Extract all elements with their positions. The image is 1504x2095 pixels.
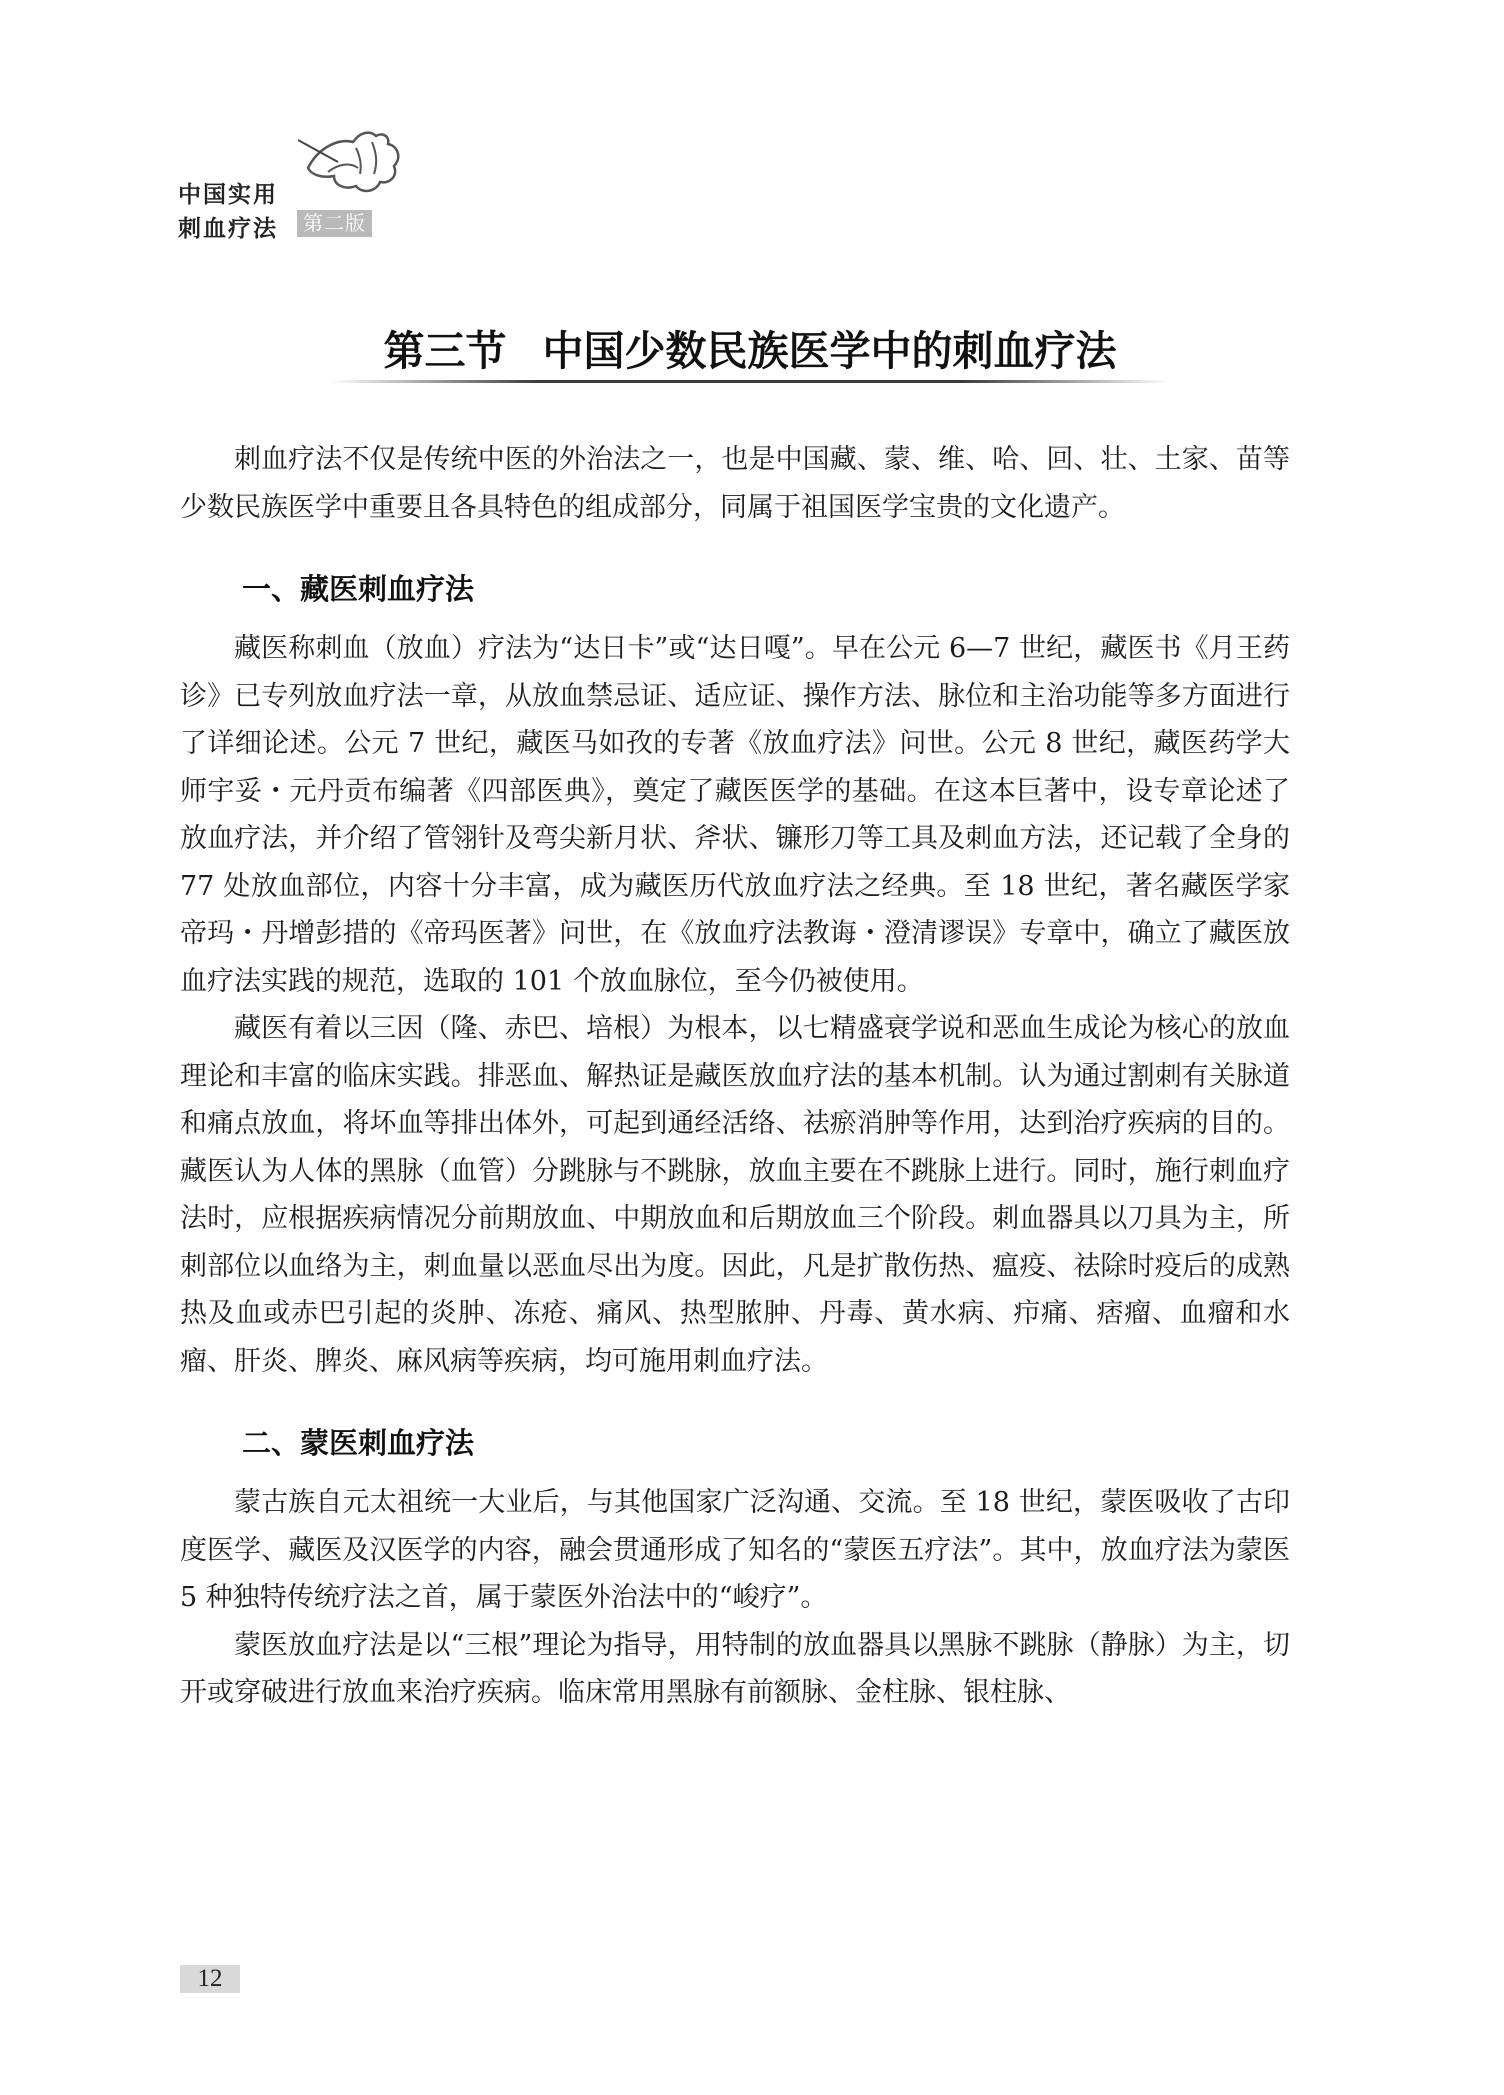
subsection-heading-tibetan: 一、藏医刺血疗法 <box>242 572 475 606</box>
title-underline <box>330 380 1170 383</box>
section-number: 第三节 <box>383 327 507 375</box>
hand-holding-needle-logo <box>298 128 408 200</box>
intro-paragraph: 刺血疗法不仅是传统中医的外治法之一，也是中国藏、蒙、维、哈、回、壮、土家、苗等少数民族医学中重要且各具特色的组成部分，同属于祖国医学宝贵的文化遗产。 <box>180 444 1290 523</box>
paragraph-mongolian-1: 蒙古族自元太祖统一大业后，与其他国家广泛沟通、交流。至 18 世纪，蒙医吸收了古印度医学、藏医及汉医学的内容，融会贯通形成了知名的“蒙医五疗法”。其中，放血疗法为蒙医 5 种独特传统疗法之首，属于蒙医外治法中的“峻疗”。 <box>180 1487 1290 1613</box>
book-title-line1: 中国实用 <box>178 182 278 208</box>
paragraph-tibetan-1: 藏医称刺血（放血）疗法为“达日卡”或“达日嘎”。早在公元 6—7 世纪，藏医书《月王药诊》已专列放血疗法一章，从放血禁忌证、适应证、操作方法、脉位和主治功能等多方面进行了详细论述。公元 7 世纪，藏医马如孜的专著《放血疗法》问世。公元 8 世纪，藏医药学大师宇妥・元丹贡布编著《四部医典》，奠定了藏医医学的基础。在这本巨著中，设专章论述了放血疗法，并介绍了管翎针及弯尖新月状、斧状、镰形刀等工具及刺血方法，还记载了全身的 77 处放血部位，内容十分丰富，成为藏医历代放血疗法之经典。至 18 世纪，著名藏医学家帝玛・丹增彭措的《帝玛医著》问世，在《放血疗法教诲・澄清谬误》专章中，确立了藏医放血疗法实践的规范，选取的 101 个放血脉位，至今仍被使用。 <box>180 633 1290 997</box>
book-header <box>178 128 438 248</box>
edition-badge: 第二版 <box>297 210 372 237</box>
paragraph-mongolian-2: 蒙医放血疗法是以“三根”理论为指导，用特制的放血器具以黑脉不跳脉（静脉）为主，切开或穿破进行放血来治疗疾病。临床常用黑脉有前额脉、金柱脉、银柱脉、 <box>180 1629 1290 1708</box>
subsection-heading-mongolian: 二、蒙医刺血疗法 <box>242 1426 475 1460</box>
section-title-text: 中国少数民族医学中的刺血疗法 <box>542 327 1117 375</box>
paragraph-tibetan-2: 藏医有着以三因（隆、赤巴、培根）为根本，以七精盛衰学说和恶血生成论为核心的放血理论和丰富的临床实践。排恶血、解热证是藏医放血疗法的基本机制。认为通过割刺有关脉道和痛点放血，将坏血等排出体外，可起到通经活络、祛瘀消肿等作用，达到治疗疾病的目的。藏医认为人体的黑脉（血管）分跳脉与不跳脉，放血主要在不跳脉上进行。同时，施行刺血疗法时，应根据疾病情况分前期放血、中期放血和后期放血三个阶段。刺血器具以刀具为主，所刺部位以血络为主，刺血量以恶血尽出为度。因此，凡是扩散伤热、瘟疫、祛除时疫后的成熟热及血或赤巴引起的炎肿、冻疮、痛风、热型脓肿、丹毒、黄水病、疖痛、痞瘤、血瘤和水瘤、肝炎、脾炎、麻风病等疾病，均可施用刺血疗法。 <box>180 1013 1290 1377</box>
page-number: 12 <box>180 1965 240 1993</box>
book-title-line2: 刺血疗法 <box>178 216 278 242</box>
section-title <box>180 318 1320 377</box>
page-content <box>180 436 1290 1717</box>
